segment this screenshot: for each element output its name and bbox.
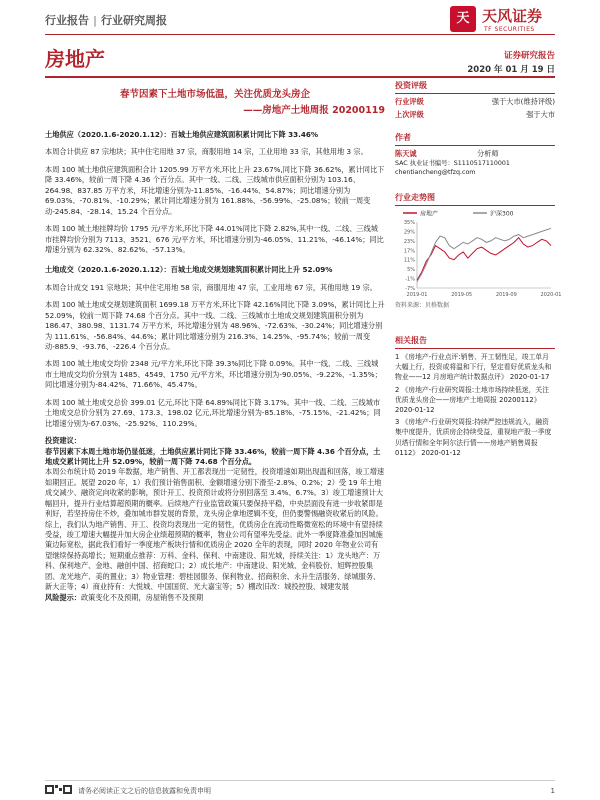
last-rating-row bbox=[395, 110, 555, 120]
headline: 春节因素下土地市场低温，关注优质龙头房企 bbox=[119, 89, 310, 100]
author-email: chentiancheng@tfzq.com bbox=[395, 169, 476, 177]
y-tick-label: 35% bbox=[403, 219, 415, 226]
header-right: 行业研究周报 bbox=[101, 14, 168, 27]
related-reports bbox=[395, 335, 555, 460]
legend-label: 沪深300 bbox=[490, 210, 514, 218]
y-tick-label: 11% bbox=[403, 257, 415, 264]
industry-rating-value: 强于大市(维持评级) bbox=[491, 96, 555, 106]
x-tick-label: 2020-01 bbox=[540, 291, 562, 298]
x-tick-label: 2019-09 bbox=[495, 291, 517, 298]
risk-warning bbox=[45, 593, 385, 603]
y-tick-label: -1% bbox=[405, 276, 415, 283]
related-item[interactable]: 3 《房地产-行业研究周报:持续严控违规流入，融资集中度提升，优质房企持续受益，重视地产股一季度贝塔行情和全年阿尔法行情——房地产销售周报 0112》 2020-01-12 bbox=[395, 418, 552, 457]
section-heading: 土地成交（2020.1.6-2020.1.12）：百城土地成交规划建筑面积累计同比上升 52.09% bbox=[45, 265, 333, 275]
page-number: 1 bbox=[550, 787, 555, 795]
report-type: 证券研究报告 bbox=[503, 51, 555, 61]
last-rating-value: 强于大市 bbox=[526, 110, 555, 120]
logo-cn: 天风证券 bbox=[482, 7, 543, 25]
paragraph: 本周合计成交 191 宗地块；其中住宅用地 58 宗，商服用地 47 宗，工业用地 67 宗，其他用地 19 宗。 bbox=[45, 282, 377, 292]
series-line bbox=[417, 237, 551, 279]
series-line bbox=[417, 228, 551, 281]
footer-disclaimer: 请务必阅读正文之后的信息披露和免责申明 bbox=[78, 787, 211, 795]
author-role: 分析师 bbox=[477, 148, 499, 158]
rating-title: 投资评级 bbox=[395, 80, 555, 94]
logo-mark: 天 bbox=[450, 6, 476, 32]
related-item[interactable]: 2 《房地产-行业研究周报:土地市场持续低迷，关注优质龙头房企——房地产土地周报 20200112》 2020-01-12 bbox=[395, 385, 549, 414]
paragraph: 本周合计供应 87 宗地块；其中住宅用地 37 宗，商服用地 14 宗，工业用地 33 宗，其他用地 3 宗。 bbox=[45, 147, 368, 157]
brand-logo bbox=[450, 2, 560, 44]
chart-source: 资料来源：贝格数据 bbox=[395, 301, 450, 309]
subheadline: ——房地产土地周报 20200119 bbox=[243, 105, 385, 116]
report-date: 2020 年 01 月 19 日 bbox=[467, 65, 555, 75]
paragraph: 本周 100 城土地成交规划建筑面积 1699.18 万平方米,环比下降 42.16%同比下降 3.09%，累计同比上升 52.09%，较前一周下降 74.68 个百分点。其中一线、二线、三线城市土地成交规划建筑面积分别为 186.47、380.98、1131.74 万平方米，环比增速分别为 48.96%、-72.63%、-30.24%；同比增速分别为 111.61%、-56.84%、44.6%；累计同比增速分别为 216.3%、14.25%、-95.74%；较前一周变动-885.9、-93.76、-226.4 个百分点。 bbox=[45, 300, 385, 351]
section-heading: 土地供应（2020.1.6-2020.1.12）：百城土地供应建筑面积累计同比下降 33.46% bbox=[45, 130, 319, 139]
invest-label: 投资建议： bbox=[45, 436, 81, 446]
investment-advice bbox=[45, 436, 385, 593]
main-body bbox=[45, 130, 385, 610]
risk-label: 风险提示： bbox=[45, 592, 81, 602]
page-title: 房地产 bbox=[45, 47, 105, 71]
y-tick-label: 17% bbox=[403, 247, 415, 254]
legend-label: 房地产 bbox=[420, 210, 439, 218]
header-left: 行业报告 bbox=[45, 14, 89, 27]
author-box bbox=[395, 132, 555, 177]
trend-chart bbox=[395, 208, 562, 300]
paragraph: 本周 100 城土地供应建筑面积合计 1205.99 万平方米,环比上升 23.67%,同比下降 36.62%，累计同比下降 33.46%，较前一周下降 4.36 个百分点。其中一线、二线、三线城市供应面积分别为 103.16、264.98、837.85 万平方米，环比增速分别为-11.85%、-16.44%、54.87%；同比增速分别为 69.03%、-70.81%、-10.29%；累计同比增速分别为 161.88%、-56.99%、-25.08%；较前一周变动-245.84、-28.14、15.24 个百分点。 bbox=[45, 164, 385, 216]
rating-box bbox=[395, 80, 555, 120]
author-title: 作者 bbox=[395, 132, 555, 146]
last-rating-label: 上次评级 bbox=[395, 110, 424, 120]
trend-title: 行业走势图 bbox=[395, 192, 555, 206]
industry-rating-row bbox=[395, 97, 555, 107]
author-row bbox=[395, 149, 555, 159]
x-tick-label: 2019-05 bbox=[451, 291, 473, 298]
logo-en: TF SECURITIES bbox=[484, 26, 535, 33]
y-tick-label: 23% bbox=[403, 238, 415, 245]
author-sac: SAC 执业证书编号：S1110517110001 bbox=[395, 160, 510, 168]
invest-bold: 春节因素下本周土地市场仍显低迷，土地供应累计同比下降 33.46%，较前一周下降 4.36 个百分点，土地成交累计同比上升 52.09%，较前一周下降 74.68 个百分点。 bbox=[45, 446, 381, 466]
risk-text: 政策变化不及预期，房屋销售不及预期 bbox=[80, 592, 204, 602]
header-rule bbox=[45, 34, 555, 35]
report-category: 行业报告 | 行业研究周报 bbox=[45, 14, 168, 27]
paragraph: 本周 100 城土地成交总价 399.01 亿元,环比下降 64.89%同比下降 3.17%。其中一线、二线、三线城市土地成交总价分别为 27.69、173.3、198.02 亿元,环比增速分别为-85.18%、-75.15%、-21.42%；同比增速分别为-67.03%、-25.92%、110.29%。 bbox=[45, 397, 381, 428]
paragraph: 本周 100 城土地成交均价 2348 元/平方米,环比下降 39.3%同比下降 0.09%。其中一线、二线、三线城市土地成交均价分别为 1485、4549、1750 元/平方米，环比增速分别为-90.05%、-9.22%、-1.35%；同比增速分别为-84.42%、71.66%、45.47%。 bbox=[45, 359, 382, 390]
invest-text: 本周公布统计局 2019 年数据，地产销售、开工都表现出一定韧性，投资增速如期出现温和回落，竣工增速如期回正。展望 2020 年，1）我们预计销售面积、金额增速分别下滑至-2.8%、0.2%；2）受 19 年土地成交减少、融资定向收紧的影响，预计开工、投资预计或将分别回落至 3.4%、6.7%。3）竣工增速预计大幅回升，提升行业结算超预期的概率。后续地产行业监管政策只要保持平稳，中央层面没有进一步收紧即是利好，若坚持房住不炒，叠加城市群发展的背景，龙头房企拿地逻辑不变，但仍要警惕融资收紧后的风险。综上，我们认为地产销售、开工、投资均表现出一定的韧性，优质房企在流动性略微宽松的环境中有望持续受益，竣工增速大幅提升加大房企业绩超预期的概率，物业公司有望率先受益。此外一季度降准叠加因城施策边际宽松，据此我们看好一季度地产板块行情和优质房企 2020 全年的表现，同时 2020 年物业公司有望继续保持高增长；短期重点推荐：万科、金科、保利、中南建设、阳光城，持续关注：1）龙头地产：万科、保利地产、金地、融创中国、招商蛇口；2）成长地产：中南建设、阳光城、金科股份、旭辉控股集团、龙光地产、美的置业；3）物业管理：碧桂园服务、保利物业、招商积余、永升生活服务、绿城服务、新大正等；4）商业持有：大悦城、中国国贸、光大嘉宝等；5）棚改旧改：城投控股、城建发展 bbox=[45, 467, 385, 592]
related-item[interactable]: 1 《房地产-行业点评:销售、开工韧性足，竣工单月大幅上行，投资或将温和下行，坚定看好优质龙头和物业——12 月房地产统计数据点评》 2020-01-17 bbox=[395, 353, 552, 382]
footer-rule bbox=[45, 780, 555, 781]
paragraph: 本周 100 城土地挂牌均价 1795 元/平方米,环比下降 44.01%同比下降 2.82%,其中一线、二线、三线城市挂牌均价分别为 7113、3521、676 元/平方米，环比增速分别为-46.05%、11.21%、-46.14%；同比增速分别为 62.32%、82.62%、-57.13%。 bbox=[45, 224, 384, 254]
related-title: 相关报告 bbox=[395, 335, 555, 349]
author-name: 陈天诚 bbox=[395, 148, 417, 158]
qr-icon bbox=[45, 785, 73, 794]
industry-rating-label: 行业评级 bbox=[395, 96, 424, 106]
y-tick-label: -7% bbox=[405, 285, 415, 292]
x-tick-label: 2019-01 bbox=[406, 291, 428, 298]
y-tick-label: 29% bbox=[403, 229, 415, 236]
y-tick-label: 5% bbox=[407, 266, 415, 273]
title-rule bbox=[45, 76, 555, 78]
trend-box bbox=[395, 192, 562, 310]
